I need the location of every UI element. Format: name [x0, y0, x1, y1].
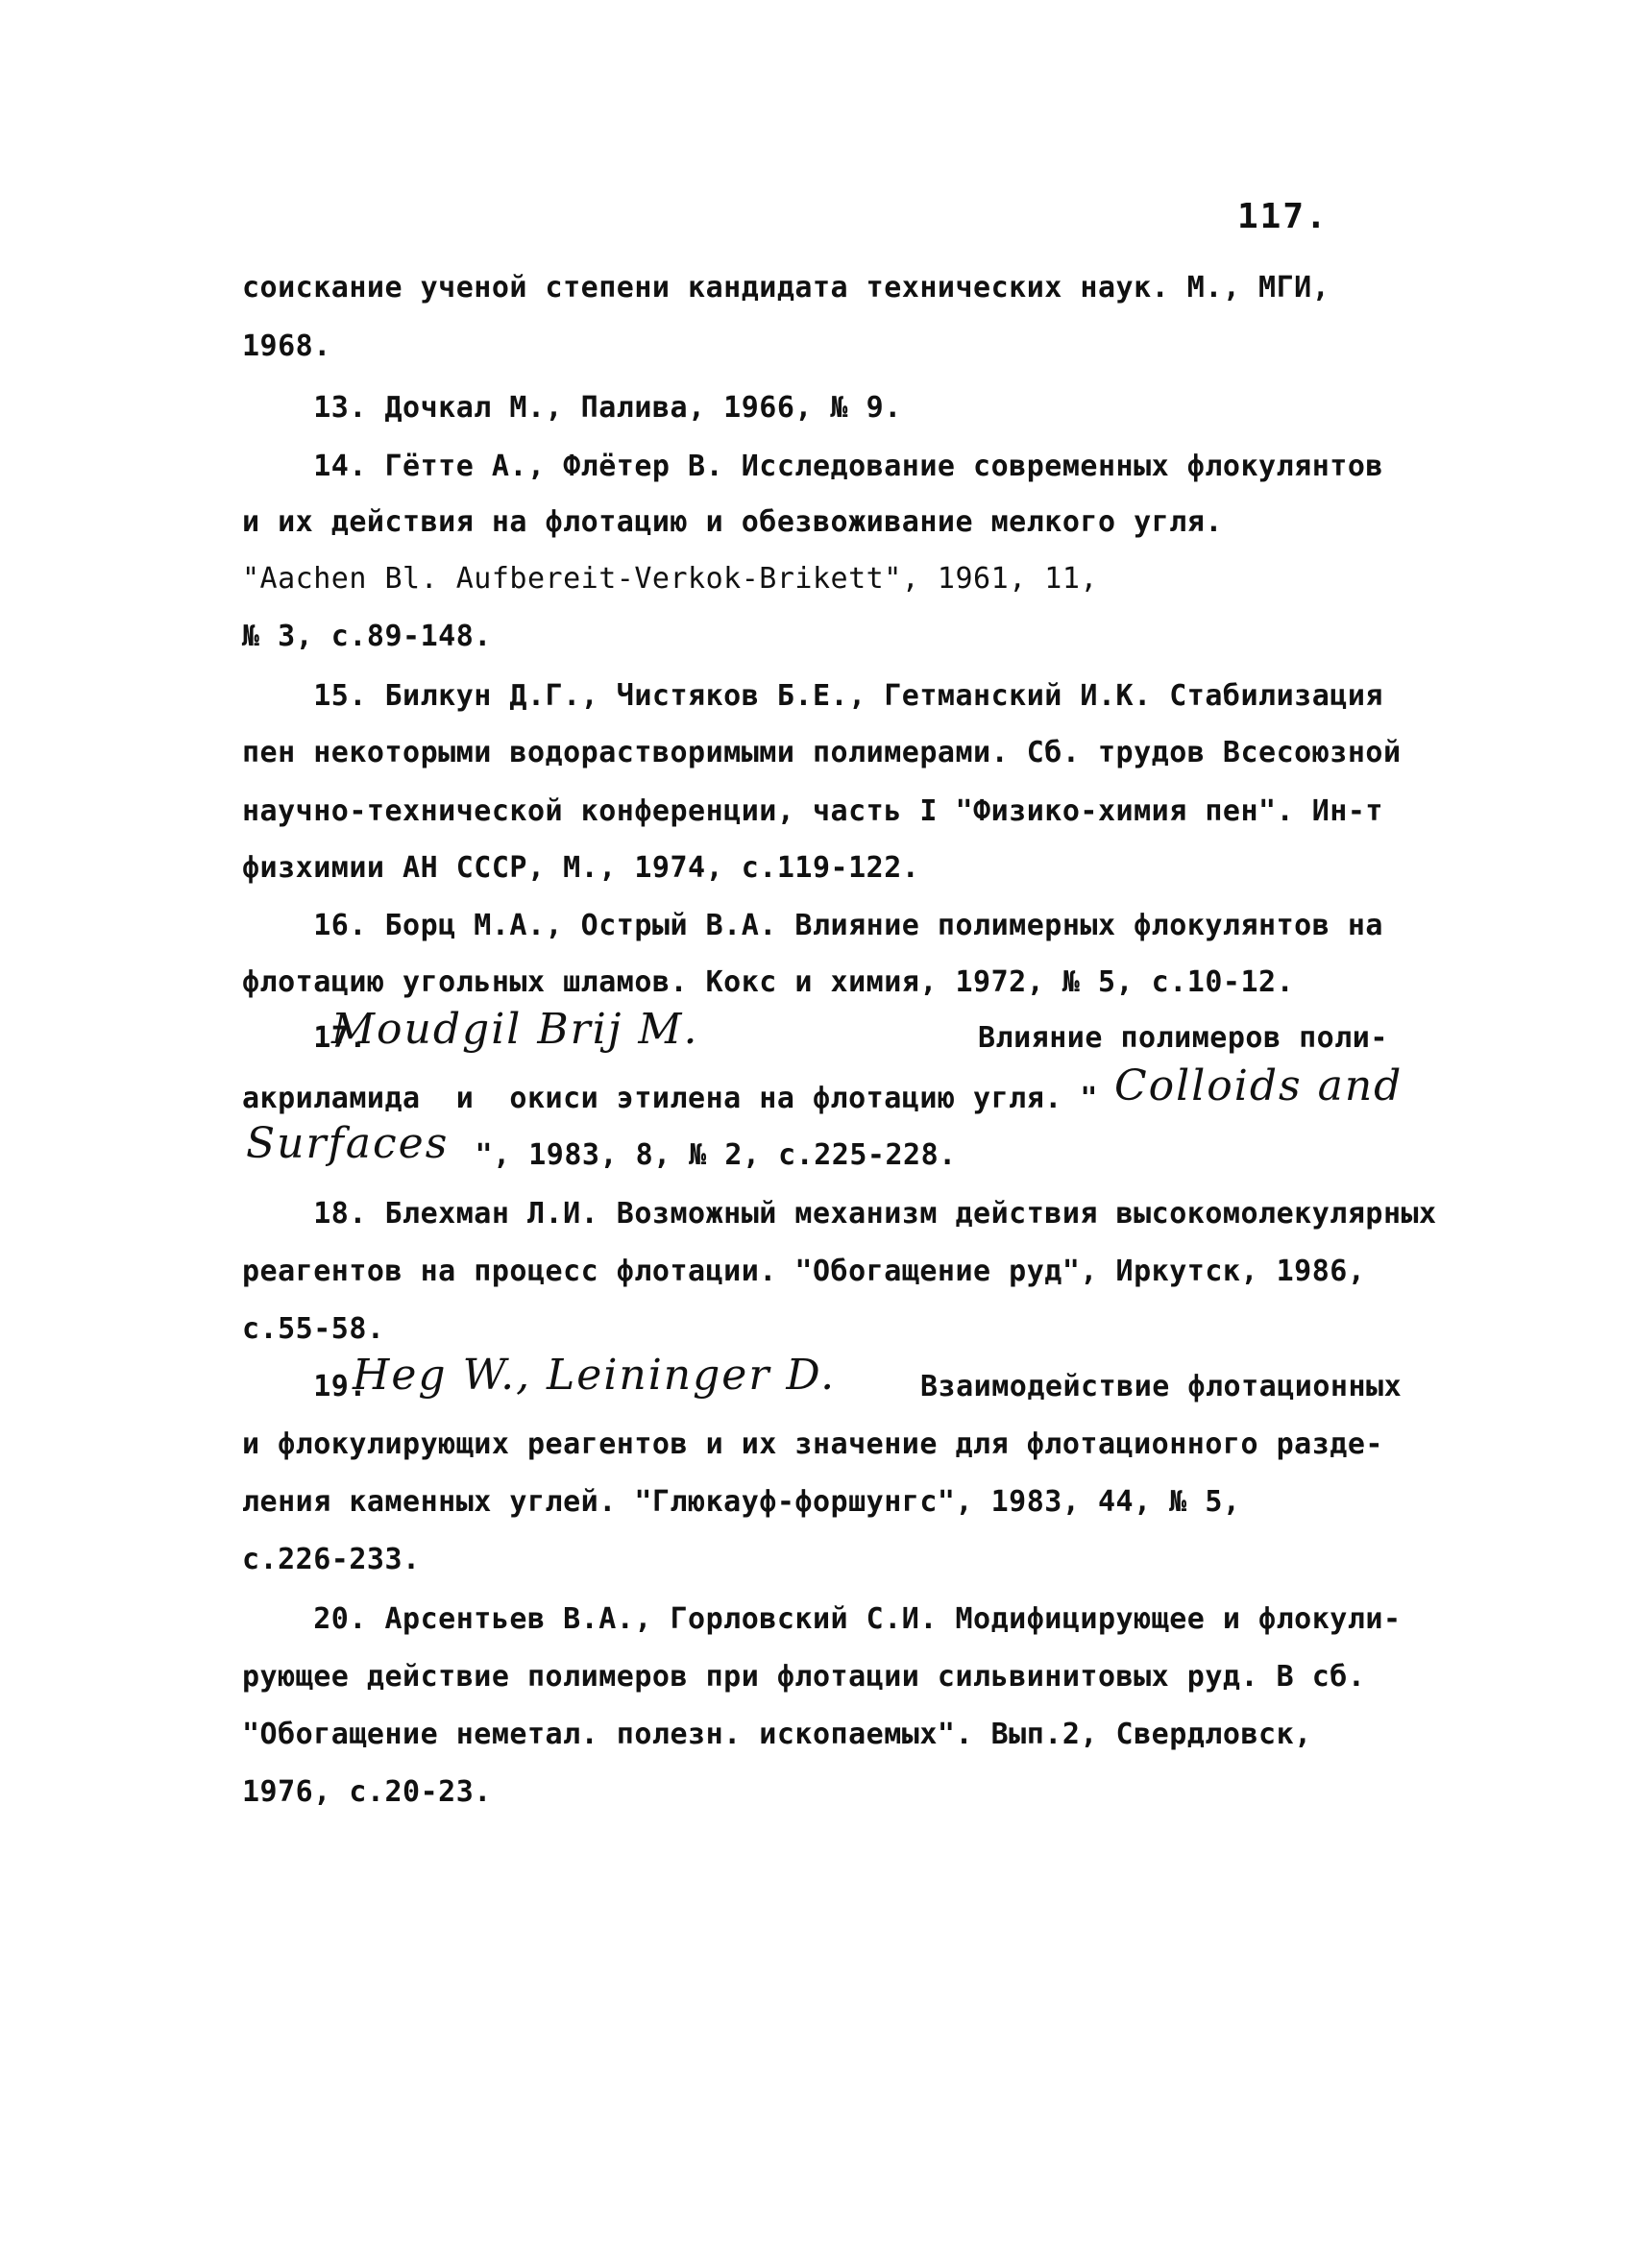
reference-13: 13. Дочкал М., Палива, 1966, № 9.: [242, 391, 902, 425]
reference-15-line-4: физхимии АН СССР, М., 1974, с.119-122.: [242, 851, 920, 885]
reference-17-handwritten-author: Moudgil Brij M.: [331, 1005, 699, 1054]
reference-19-handwritten-authors: Heg W., Leininger D.: [353, 1351, 837, 1400]
reference-18-line-1: 18. Блехман Л.И. Возможный механизм действия высокомолекулярных: [242, 1197, 1437, 1231]
text-line-2: 1968.: [242, 329, 331, 363]
reference-17-line-2: акриламида и окиси этилена на флотацию угля. ": [242, 1082, 1098, 1115]
reference-17-handwritten-journal-1: Colloids and: [1114, 1061, 1403, 1110]
reference-16-line-2: флотацию угольных шламов. Кокс и химия, 1972, № 5, с.10-12.: [242, 965, 1295, 999]
reference-17-number: 17.: [242, 1021, 367, 1055]
reference-16-line-1: 16. Борц М.А., Острый В.А. Влияние полимерных флокулянтов на: [242, 909, 1383, 942]
reference-14-line-3: "Aachen Bl. Aufbereit-Verkok-Brikett", 1961, 11,: [242, 562, 1098, 596]
reference-15-line-1: 15. Билкун Д.Г., Чистяков Б.Е., Гетманский И.К. Стабилизация: [242, 679, 1383, 713]
reference-15-line-2: пен некоторыми водорастворимыми полимерами. Сб. трудов Всесоюзной: [242, 736, 1402, 769]
reference-19-line-2: и флокулирующих реагентов и их значение для флотационного разде-: [242, 1427, 1383, 1461]
reference-19-line-4: с.226-233.: [242, 1543, 421, 1576]
reference-20-line-3: "Обогащение неметал. полезн. ископаемых". Вып.2, Свердловск,: [242, 1718, 1312, 1751]
reference-20-line-1: 20. Арсентьев В.А., Горловский С.И. Модифицирующее и флокули-: [242, 1602, 1402, 1636]
page-number: 117.: [1237, 197, 1329, 236]
reference-14-line-2: и их действия на флотацию и обезвоживание мелкого угля.: [242, 505, 1223, 539]
reference-20-line-4: 1976, с.20-23.: [242, 1775, 492, 1809]
reference-17-line-3: ", 1983, 8, № 2, с.225-228.: [457, 1138, 957, 1172]
reference-17-handwritten-journal-2: Surfaces: [246, 1119, 450, 1168]
reference-19-line-1: Взаимодействие флотационных: [920, 1370, 1403, 1403]
reference-19-line-3: ления каменных углей. "Глюкауф-форшунгс", 1983, 44, № 5,: [242, 1485, 1241, 1519]
reference-18-line-2: реагентов на процесс флотации. "Обогащение руд", Иркутск, 1986,: [242, 1255, 1366, 1288]
reference-18-line-3: с.55-58.: [242, 1312, 385, 1346]
reference-14-line-1: 14. Гётте А., Флётер В. Исследование современных флокулянтов: [242, 450, 1383, 483]
text-line-1: соискание ученой степени кандидата технических наук. М., МГИ,: [242, 271, 1330, 305]
reference-19-number: 19.: [242, 1370, 367, 1403]
reference-20-line-2: рующее действие полимеров при флотации сильвинитовых руд. В сб.: [242, 1660, 1366, 1694]
reference-14-line-4: № 3, с.89-148.: [242, 620, 492, 653]
reference-15-line-3: научно-технической конференции, часть I "Физико-химия пен". Ин-т: [242, 794, 1383, 828]
reference-17-line-1: Влияние полимеров поли-: [978, 1021, 1388, 1055]
